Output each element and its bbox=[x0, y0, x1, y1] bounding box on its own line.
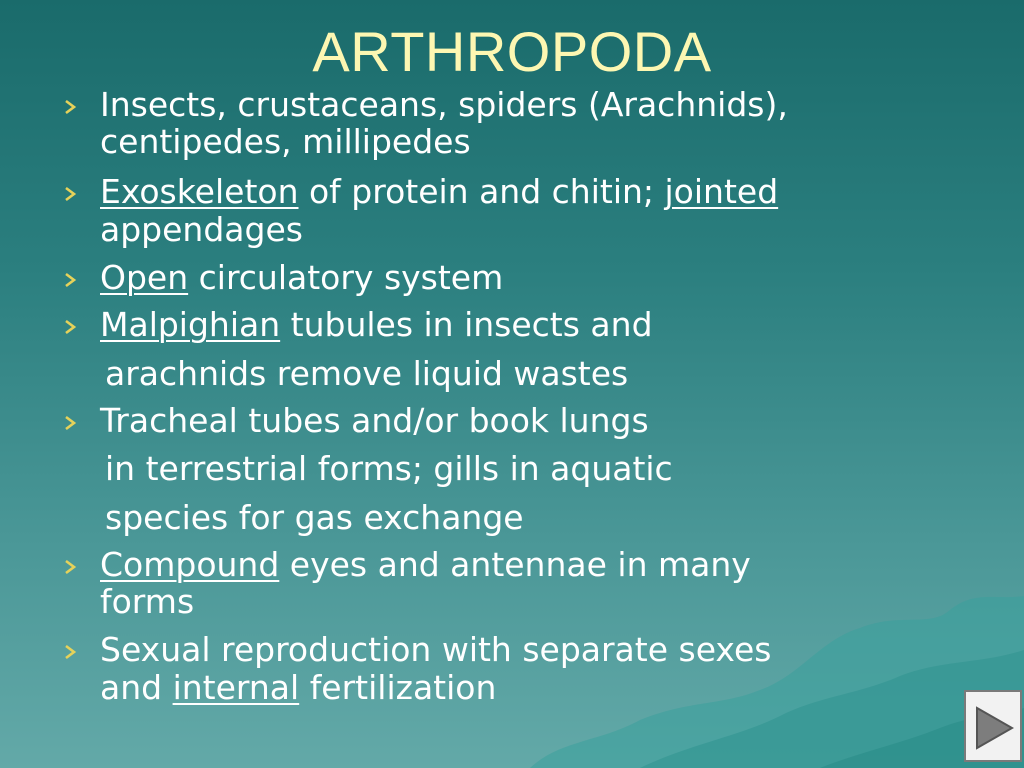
bullet-line bbox=[100, 123, 471, 161]
bullet-line bbox=[100, 546, 751, 584]
bullet-line bbox=[105, 499, 524, 537]
bullet-text: Tracheal tubes and/or book lungs bbox=[100, 401, 649, 440]
bullet-arrow-icon bbox=[62, 643, 80, 661]
bullet-text: circulatory system bbox=[188, 258, 504, 297]
bullet-arrow-icon bbox=[62, 98, 80, 116]
bullet-text: tubules in insects and bbox=[280, 305, 653, 344]
play-next-icon bbox=[966, 692, 1024, 764]
bullet-text: and bbox=[100, 668, 173, 707]
bullet-text: Insects, crustaceans, spiders (Arachnids), bbox=[100, 85, 788, 124]
bullet-arrow-icon bbox=[62, 271, 80, 289]
bullet-line bbox=[105, 450, 673, 488]
bullet-line bbox=[100, 306, 653, 344]
bullet-line bbox=[100, 211, 303, 249]
bullet-text: in terrestrial forms; gills in aquatic bbox=[105, 449, 673, 488]
bullet-arrow-icon bbox=[62, 414, 80, 432]
bullet-line bbox=[100, 583, 194, 621]
slide-title: ARTHROPODA bbox=[312, 20, 712, 83]
bullet-text: appendages bbox=[100, 210, 303, 249]
bullet-line bbox=[100, 86, 788, 124]
bullet-line bbox=[100, 259, 503, 297]
bullet-line bbox=[105, 355, 628, 393]
bullet-text: Sexual reproduction with separate sexes bbox=[100, 630, 772, 669]
underlined-term: jointed bbox=[664, 172, 779, 211]
next-slide-button[interactable] bbox=[964, 690, 1022, 762]
bullet-line bbox=[100, 402, 649, 440]
bullet-text: eyes and antennae in many bbox=[279, 545, 751, 584]
bullet-line bbox=[100, 631, 771, 669]
bullet-arrow-icon bbox=[62, 558, 80, 576]
bullet-text: arachnids remove liquid wastes bbox=[105, 354, 629, 393]
bullet-text: of protein and chitin; bbox=[298, 172, 665, 211]
underlined-term: internal bbox=[172, 668, 300, 707]
bullet-text: species for gas exchange bbox=[105, 498, 524, 537]
bullet-line bbox=[100, 173, 778, 211]
underlined-term: Open bbox=[100, 258, 189, 297]
bullet-arrow-icon bbox=[62, 185, 80, 203]
bullet-text: centipedes, millipedes bbox=[100, 122, 471, 161]
bullet-arrow-icon bbox=[62, 318, 80, 336]
underlined-term: Malpighian bbox=[100, 305, 281, 344]
bullet-text: fertilization bbox=[299, 668, 497, 707]
bullet-text: forms bbox=[100, 582, 195, 621]
bullet-line bbox=[100, 669, 496, 707]
underlined-term: Compound bbox=[100, 545, 280, 584]
underlined-term: Exoskeleton bbox=[100, 172, 299, 211]
